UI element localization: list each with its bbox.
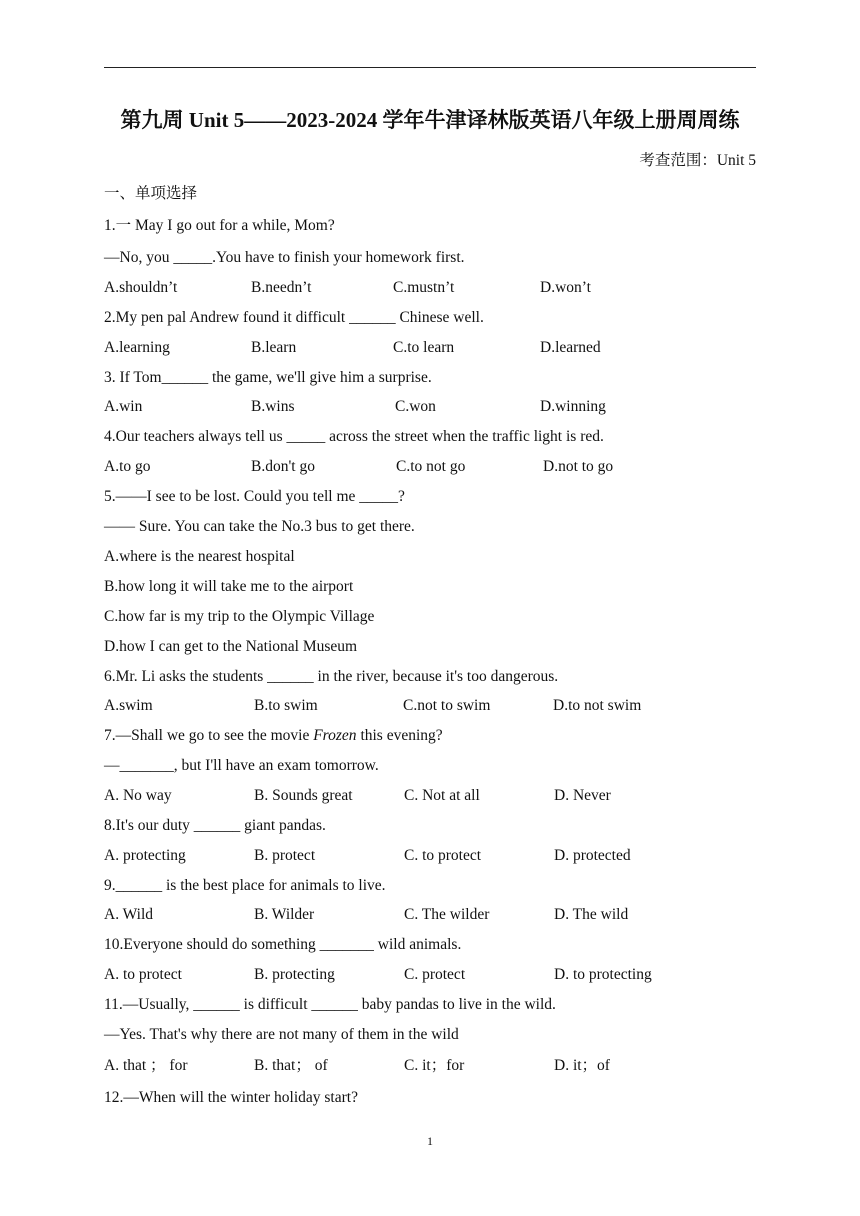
question-6-option-b: B.to swim (254, 697, 318, 714)
question-4-option-d: D.not to go (543, 458, 614, 475)
question-9-option-c: C. The wilder (404, 906, 490, 923)
question-7-option-b: B. Sounds great (254, 787, 353, 804)
question-5-option-b: B.how long it will take me to the airport (104, 578, 354, 595)
question-1-option-a: A.shouldn’t (104, 279, 178, 296)
question-7-option-c: C. Not at all (404, 787, 480, 804)
question-5-reply: —— Sure. You can take the No.3 bus to get there. (104, 518, 415, 535)
question-3-option-c: C.won (395, 398, 436, 415)
question-2-option-b: B.learn (251, 339, 297, 356)
question-10-option-c: C. protect (404, 966, 466, 983)
question-7-movie-title: Frozen (313, 727, 357, 744)
question-1-stem: 1.一 May I go out for a while, Mom? (104, 217, 335, 234)
question-7-stem-before: 7.—Shall we go to see the movie (104, 727, 314, 744)
exam-scope: 考查范围：Unit 5 (639, 152, 756, 169)
question-2-stem: 2.My pen pal Andrew found it difficult ______ Chinese well. (104, 309, 484, 326)
question-10-option-a: A. to protect (104, 966, 182, 983)
question-12-stem: 12.—When will the winter holiday start? (104, 1089, 358, 1106)
question-9-stem: 9.______ is the best place for animals to live. (104, 877, 386, 894)
question-4-option-b: B.don't go (251, 458, 315, 475)
question-5-stem: 5.——I see to be lost. Could you tell me _____? (104, 488, 405, 505)
question-3-option-d: D.winning (540, 398, 606, 415)
page-number: 1 (427, 1134, 433, 1148)
question-11-reply: —Yes. That's why there are not many of them in the wild (104, 1026, 459, 1043)
question-8-option-d: D. protected (554, 847, 631, 864)
question-5-option-d: D.how I can get to the National Museum (104, 638, 358, 655)
question-7-option-a: A. No way (104, 787, 172, 804)
question-1-option-c: C.mustn’t (393, 279, 455, 296)
question-7-stem-after: this evening? (356, 727, 443, 744)
question-11-option-d: D. it；of (554, 1057, 610, 1074)
question-11-stem: 11.—Usually, ______ is difficult ______ baby pandas to live in the wild. (104, 996, 556, 1013)
section-title: 一、单项选择 (104, 185, 198, 202)
question-6-option-c: C.not to swim (403, 697, 491, 714)
question-3-option-a: A.win (104, 398, 143, 415)
question-1-option-b: B.needn’t (251, 279, 312, 296)
question-10-option-d: D. to protecting (554, 966, 652, 983)
question-1-option-d: D.won’t (540, 279, 591, 296)
question-2-option-a: A.learning (104, 339, 170, 356)
question-2-option-d: D.learned (540, 339, 601, 356)
question-6-option-a: A.swim (104, 697, 153, 714)
question-4-stem: 4.Our teachers always tell us _____ across the street when the traffic light is red. (104, 428, 604, 445)
question-1-reply: —No, you _____.You have to finish your homework first. (104, 249, 465, 266)
question-7-stem (104, 726, 443, 746)
question-3-stem: 3. If Tom______ the game, we'll give him a surprise. (104, 369, 432, 386)
question-11-option-c: C. it；for (404, 1057, 465, 1074)
question-8-stem: 8.It's our duty ______ giant pandas. (104, 817, 326, 834)
question-6-option-d: D.to not swim (553, 697, 642, 714)
question-10-option-b: B. protecting (254, 966, 335, 983)
question-4-option-c: C.to not go (396, 458, 466, 475)
header-rule (104, 67, 756, 68)
question-4-option-a: A.to go (104, 458, 151, 475)
question-2-option-c: C.to learn (393, 339, 455, 356)
question-6-stem: 6.Mr. Li asks the students ______ in the river, because it's too dangerous. (104, 668, 559, 685)
question-3-option-b: B.wins (251, 398, 295, 415)
question-11-option-b: B. that； of (254, 1057, 328, 1074)
question-11-option-a: A. that ； for (104, 1057, 188, 1074)
question-10-stem: 10.Everyone should do something _______ wild animals. (104, 936, 462, 953)
question-8-option-c: C. to protect (404, 847, 482, 864)
question-9-option-d: D. The wild (554, 906, 629, 923)
question-8-option-a: A. protecting (104, 847, 186, 864)
question-7-option-d: D. Never (554, 787, 611, 804)
question-9-option-b: B. Wilder (254, 906, 315, 923)
page-title: 第九周 Unit 5——2023-2024 学年牛津译林版英语八年级上册周周练 (120, 108, 740, 132)
question-7-reply: —_______, but I'll have an exam tomorrow. (104, 757, 379, 774)
question-9-option-a: A. Wild (104, 906, 154, 923)
question-5-option-c: C.how far is my trip to the Olympic Village (104, 608, 375, 625)
question-5-option-a: A.where is the nearest hospital (104, 548, 295, 565)
question-8-option-b: B. protect (254, 847, 316, 864)
